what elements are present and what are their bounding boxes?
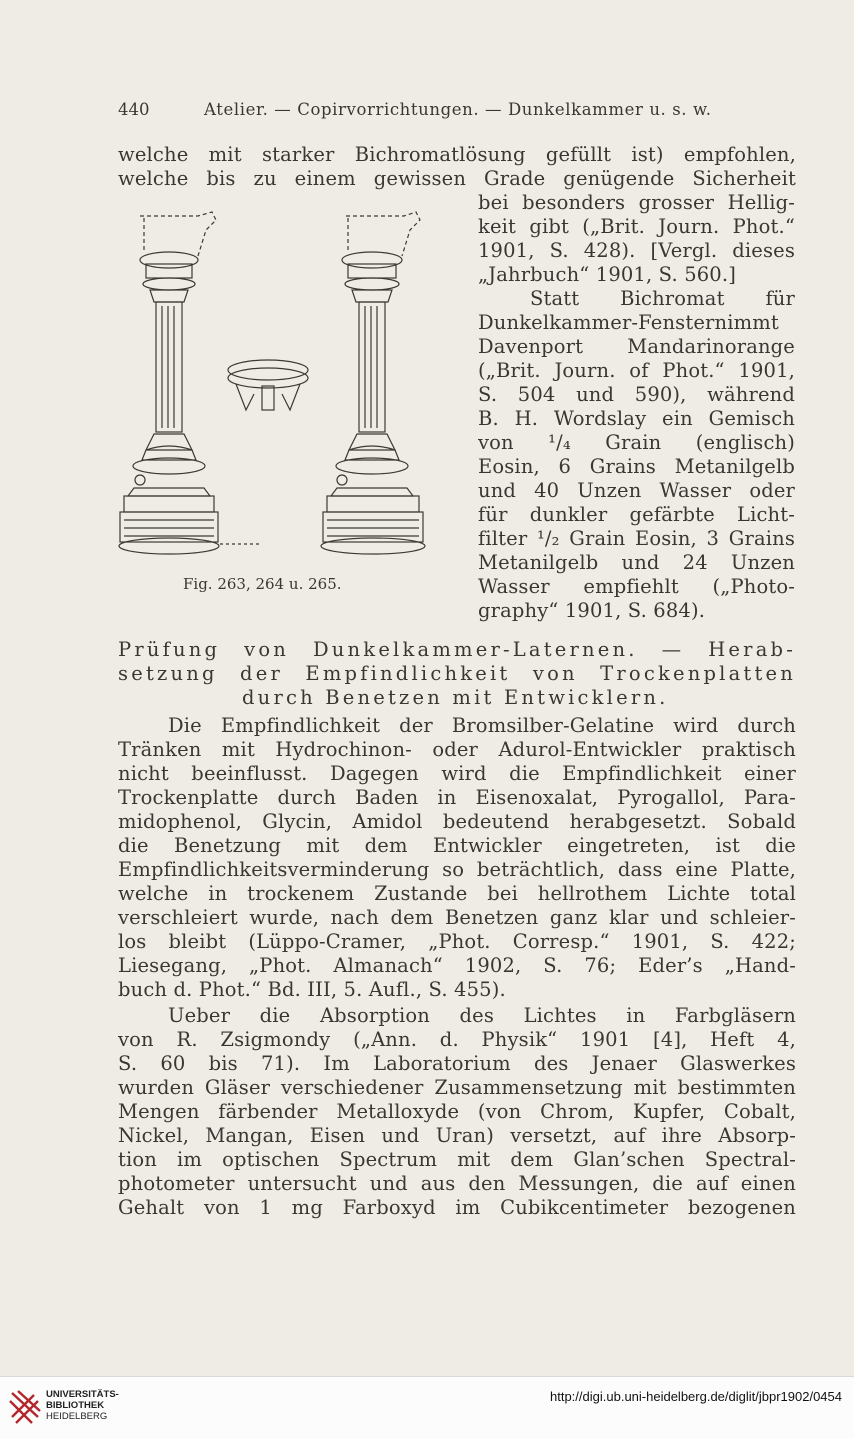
text-line: Wasser empfiehlt („Photo- <box>478 575 795 598</box>
section-heading-line: durch Benetzen mit Entwicklern. <box>242 686 669 709</box>
text-line: graphy“ 1901, S. 684). <box>478 599 706 622</box>
text-line: photometer untersucht und aus den Messungen, die auf einen <box>118 1172 796 1195</box>
text-line: welche in trockenem Zustande bei hellrothem Lichte total <box>118 882 796 905</box>
lamp-illustration <box>110 198 462 573</box>
text-line: los bleibt (Lüppo-Cramer, „Phot. Corresp.“ 1901, S. 422; <box>118 930 796 953</box>
permalink-url[interactable]: http://digi.ub.uni-heidelberg.de/diglit/jbpr1902/0454 <box>550 1389 842 1404</box>
text-line: buch d. Phot.“ Bd. III, 5. Aufl., S. 455). <box>118 978 506 1001</box>
text-line: Mengen färbender Metalloxyde (von Chrom, Kupfer, Cobalt, <box>118 1100 796 1123</box>
text-line: filter ¹/₂ Grain Eosin, 3 Grains <box>478 527 795 550</box>
text-line: Trockenplatte durch Baden in Eisenoxalat, Pyrogallol, Para- <box>118 786 796 809</box>
section-heading-line: setzung der Empfindlichkeit von Trockenplatten <box>118 662 796 685</box>
library-name-line1: UNIVERSITÄTS- <box>46 1389 119 1400</box>
library-name-line3: HEIDELBERG <box>46 1411 108 1422</box>
text-line: wurden Gläser verschiedener Zusammensetzung mit bestimmten <box>118 1076 796 1099</box>
text-line: und 40 Unzen Wasser oder <box>478 479 795 502</box>
text-line: verschleiert wurde, nach dem Benetzen ganz klar und schleier- <box>118 906 796 929</box>
page-number: 440 <box>118 100 150 119</box>
text-line: welche mit starker Bichromatlösung gefüllt ist) empfohlen, <box>118 143 796 166</box>
text-line: welche bis zu einem gewissen Grade genügende Sicherheit <box>118 167 796 190</box>
text-line: Ueber die Absorption des Lichtes in Farbgläsern <box>168 1004 796 1027</box>
text-line: Statt Bichromat für <box>530 287 795 310</box>
text-line: von ¹/₄ Grain (englisch) <box>478 431 795 454</box>
figure-caption: Fig. 263, 264 u. 265. <box>183 575 342 593</box>
section-heading-line: Prüfung von Dunkelkammer-Laternen. — Herab- <box>118 638 796 661</box>
text-line: Liesegang, „Phot. Almanach“ 1902, S. 76; Eder’s „Hand- <box>118 954 796 977</box>
text-line: keit gibt („Brit. Journ. Phot.“ <box>478 215 795 238</box>
text-line: midophenol, Glycin, Amidol bedeutend herabgesetzt. Sobald <box>118 810 796 833</box>
university-seal-icon <box>8 1387 42 1429</box>
text-line: die Benetzung mit dem Entwickler eingetreten, ist die <box>118 834 796 857</box>
text-line: Empfindlichkeitsverminderung so beträchtlich, dass eine Platte, <box>118 858 796 881</box>
text-line: Gehalt von 1 mg Farboxyd im Cubikcentimeter bezogenen <box>118 1196 796 1219</box>
text-line: S. 504 und 590), während <box>478 383 795 406</box>
text-line: tion im optischen Spectrum mit dem Glan’schen Spectral- <box>118 1148 796 1171</box>
text-line: Eosin, 6 Grains Metanilgelb <box>478 455 795 478</box>
text-line: Tränken mit Hydrochinon- oder Adurol-Entwickler praktisch <box>118 738 796 761</box>
text-line: „Jahrbuch“ 1901, S. 560.] <box>478 263 736 286</box>
text-line: Davenport Mandarinorange <box>478 335 795 358</box>
text-line: von R. Zsigmondy („Ann. d. Physik“ 1901 [4], Heft 4, <box>118 1028 796 1051</box>
text-line: B. H. Wordslay ein Gemisch <box>478 407 795 430</box>
text-line: S. 60 bis 71). Im Laboratorium des Jenaer Glaswerkes <box>118 1052 796 1075</box>
text-line: Die Empfindlichkeit der Bromsilber-Gelatine wird durch <box>168 714 796 737</box>
library-name <box>46 1389 119 1422</box>
running-title: Atelier. — Copirvorrichtungen. — Dunkelkammer u. s. w. <box>204 100 712 119</box>
text-line: Metanilgelb und 24 Unzen <box>478 551 795 574</box>
text-line: für dunkler gefärbte Licht- <box>478 503 795 526</box>
text-line: („Brit. Journ. of Phot.“ 1901, <box>478 359 795 382</box>
library-name-line2: BIBLIOTHEK <box>46 1400 105 1411</box>
running-header <box>118 100 808 126</box>
text-line: 1901, S. 428). [Vergl. dieses <box>478 239 795 262</box>
viewer-footer <box>0 1376 854 1439</box>
text-line: nicht beeinflusst. Dagegen wird die Empfindlichkeit einer <box>118 762 796 785</box>
text-line: Nickel, Mangan, Eisen und Uran) versetzt, auf ihre Absorp- <box>118 1124 796 1147</box>
text-line: bei besonders grosser Hellig- <box>478 191 795 214</box>
text-line: Dunkelkammer-Fensternimmt <box>478 311 779 334</box>
